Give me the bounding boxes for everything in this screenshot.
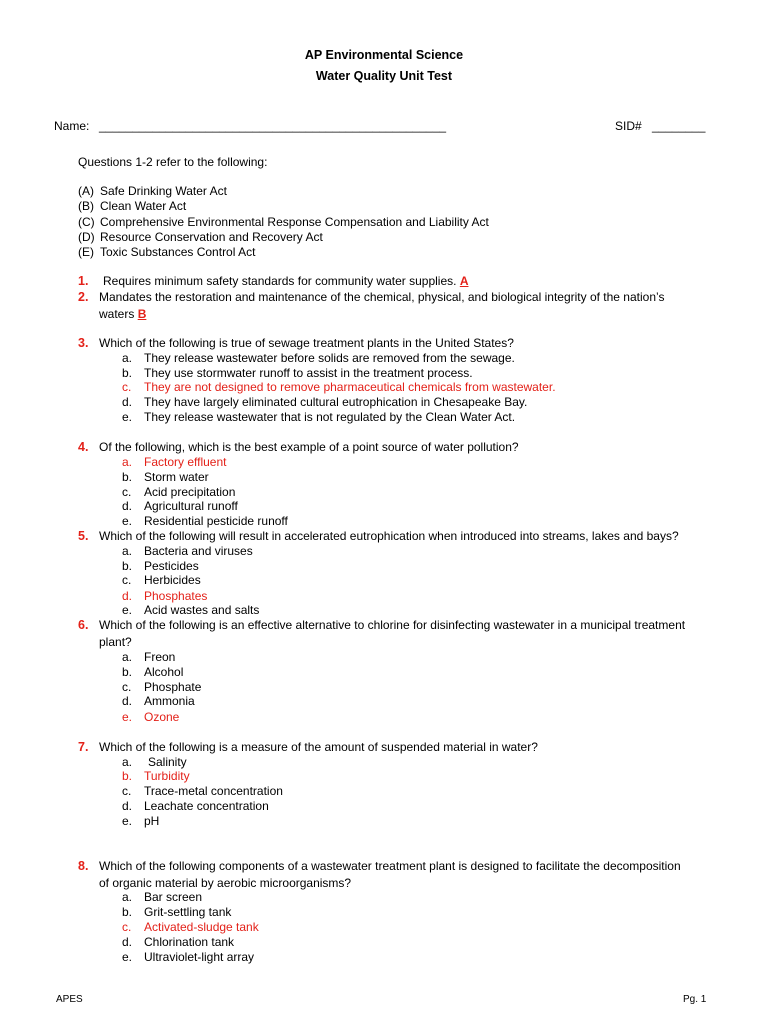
option-letter: d. bbox=[122, 694, 133, 708]
question-text bbox=[99, 618, 685, 633]
question-number: 2. bbox=[78, 290, 89, 304]
option-text: They have largely eliminated cultural eutrophication in Chesapeake Bay. bbox=[144, 395, 528, 409]
option-letter: e. bbox=[122, 950, 133, 964]
option-letter: b. bbox=[122, 905, 133, 919]
question-text bbox=[103, 274, 468, 289]
question-text-line: Which of the following components of a wastewater treatment plant is designed to facilitate the decomposition bbox=[99, 859, 681, 873]
option-text: Chlorination tank bbox=[144, 935, 235, 949]
option-letter: d. bbox=[122, 935, 133, 949]
option-text: They use stormwater runoff to assist in the treatment process. bbox=[144, 366, 473, 380]
question-number: 3. bbox=[78, 336, 89, 350]
option-text: Leachate concentration bbox=[144, 799, 269, 813]
act-letter: (E) bbox=[78, 245, 94, 259]
option-letter: b. bbox=[122, 470, 133, 484]
question-text bbox=[99, 290, 664, 305]
option-letter: e. bbox=[122, 514, 133, 528]
option-letter: c. bbox=[122, 573, 132, 587]
option-text: Grit-settling tank bbox=[144, 905, 232, 919]
option-text: Bar screen bbox=[144, 890, 203, 904]
correct-option-text: Turbidity bbox=[144, 769, 190, 783]
footer-left: APES bbox=[56, 994, 83, 1005]
act-text: Comprehensive Environmental Response Compensation and Liability Act bbox=[100, 215, 489, 229]
question-text bbox=[99, 440, 519, 455]
option-text: Trace-metal concentration bbox=[144, 784, 283, 798]
act-text: Clean Water Act bbox=[100, 199, 187, 213]
option-text: They release wastewater that is not regulated by the Clean Water Act. bbox=[144, 410, 516, 424]
option-letter: c. bbox=[122, 920, 132, 934]
option-text: They release wastewater before solids are removed from the sewage. bbox=[144, 351, 515, 365]
option-letter: d. bbox=[122, 799, 133, 813]
question-number: 7. bbox=[78, 740, 89, 754]
correct-option-text: Phosphates bbox=[144, 589, 208, 603]
question-text bbox=[99, 859, 681, 874]
question-text-line: Of the following, which is the best example of a point source of water pollution? bbox=[99, 440, 519, 454]
option-text: Storm water bbox=[144, 470, 209, 484]
question-text bbox=[99, 635, 132, 650]
question-text-line: of organic material by aerobic microorganisms? bbox=[99, 876, 352, 890]
question-number: 6. bbox=[78, 618, 89, 632]
option-letter: b. bbox=[122, 366, 133, 380]
test-title: Water Quality Unit Test bbox=[315, 69, 453, 83]
option-letter: c. bbox=[122, 680, 132, 694]
option-text: Herbicides bbox=[144, 573, 201, 587]
option-letter: a. bbox=[122, 755, 133, 769]
question-text bbox=[99, 740, 538, 755]
question-text bbox=[99, 336, 514, 351]
question-text-line: waters bbox=[99, 307, 135, 321]
option-letter: a. bbox=[122, 455, 133, 469]
footer-page-number: Pg. 1 bbox=[683, 994, 707, 1005]
questions-intro: Questions 1-2 refer to the following: bbox=[78, 155, 268, 169]
question-text-line: Which of the following is a measure of the amount of suspended material in water? bbox=[99, 740, 538, 754]
act-letter: (B) bbox=[78, 199, 94, 213]
act-letter: (A) bbox=[78, 184, 94, 198]
sid-label: SID# bbox=[615, 119, 642, 133]
question-text-line: Mandates the restoration and maintenance of the chemical, physical, and biological integrity of the nation’s bbox=[99, 290, 665, 304]
act-text: Resource Conservation and Recovery Act bbox=[100, 230, 323, 244]
option-letter: e. bbox=[122, 814, 133, 828]
name-label: Name: bbox=[54, 119, 90, 133]
option-text: pH bbox=[144, 814, 160, 828]
option-letter: b. bbox=[122, 559, 133, 573]
option-letter: c. bbox=[122, 784, 132, 798]
question-number: 4. bbox=[78, 440, 89, 454]
option-text: Salinity bbox=[148, 755, 187, 769]
question-text bbox=[99, 876, 351, 891]
option-text: Acid wastes and salts bbox=[144, 603, 260, 617]
option-letter: b. bbox=[122, 769, 133, 783]
option-letter: e. bbox=[122, 410, 133, 424]
option-text: Ammonia bbox=[144, 694, 195, 708]
option-text: Freon bbox=[144, 650, 176, 664]
name-line: ____________________________________________________ bbox=[99, 119, 447, 133]
act-letter: (D) bbox=[78, 230, 95, 244]
option-letter: e. bbox=[122, 710, 133, 724]
option-letter: e. bbox=[122, 603, 133, 617]
question-number: 8. bbox=[78, 859, 89, 873]
option-text: Ultraviolet-light array bbox=[144, 950, 255, 964]
answer-key: A bbox=[459, 274, 469, 288]
option-text: Acid precipitation bbox=[144, 485, 236, 499]
question-text bbox=[99, 529, 679, 544]
option-letter: a. bbox=[122, 544, 133, 558]
option-letter: d. bbox=[122, 589, 133, 603]
question-text-line: Requires minimum safety standards for community water supplies. bbox=[103, 274, 457, 288]
correct-option-text: Activated-sludge tank bbox=[144, 920, 259, 934]
question-text-line: Which of the following is an effective alternative to chlorine for disinfecting wastewater in a municipal treatment bbox=[99, 618, 686, 632]
question-text-line: plant? bbox=[99, 635, 132, 649]
question-number: 5. bbox=[78, 529, 89, 543]
act-text: Toxic Substances Control Act bbox=[100, 245, 256, 259]
option-letter: a. bbox=[122, 890, 133, 904]
act-text: Safe Drinking Water Act bbox=[100, 184, 227, 198]
sid-line: ________ bbox=[652, 119, 706, 133]
option-text: Alcohol bbox=[144, 665, 184, 679]
correct-option-text: Ozone bbox=[144, 710, 180, 724]
option-letter: a. bbox=[122, 351, 133, 365]
act-letter: (C) bbox=[78, 215, 95, 229]
option-letter: a. bbox=[122, 650, 133, 664]
option-text: Bacteria and viruses bbox=[144, 544, 253, 558]
question-text-line: Which of the following is true of sewage treatment plants in the United States? bbox=[99, 336, 514, 350]
option-text: Phosphate bbox=[144, 680, 202, 694]
correct-option-text: Factory effluent bbox=[144, 455, 227, 469]
question-number: 1. bbox=[78, 274, 89, 288]
question-text bbox=[99, 307, 146, 322]
option-text: Pesticides bbox=[144, 559, 199, 573]
option-letter: c. bbox=[122, 485, 132, 499]
option-letter: c. bbox=[122, 380, 132, 394]
option-letter: d. bbox=[122, 499, 133, 513]
answer-key: B bbox=[137, 307, 147, 321]
option-text: Agricultural runoff bbox=[144, 499, 238, 513]
option-text: Residential pesticide runoff bbox=[144, 514, 288, 528]
option-letter: d. bbox=[122, 395, 133, 409]
question-text-line: Which of the following will result in accelerated eutrophication when introduced into streams, lakes and bays? bbox=[99, 529, 679, 543]
course-title: AP Environmental Science bbox=[304, 48, 464, 62]
option-letter: b. bbox=[122, 665, 133, 679]
correct-option-text: They are not designed to remove pharmaceutical chemicals from wastewater. bbox=[144, 380, 556, 394]
